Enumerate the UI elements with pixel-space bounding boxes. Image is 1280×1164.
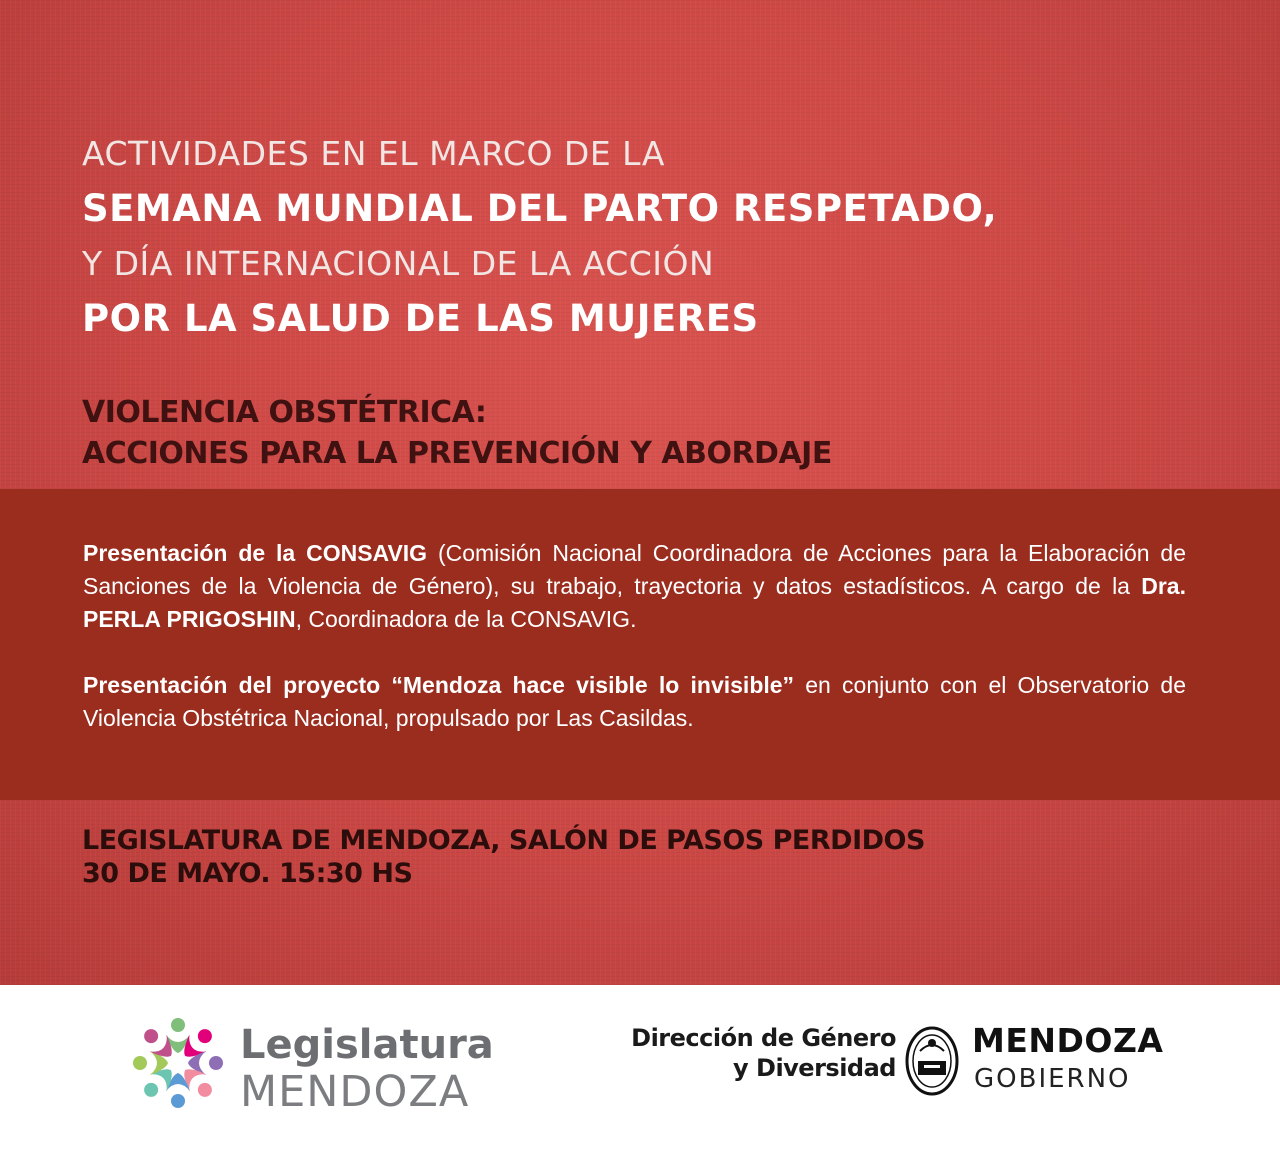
heading-line-3: Y DÍA INTERNACIONAL DE LA ACCIÓN [82,244,715,283]
legislatura-subtitle: MENDOZA [240,1067,470,1117]
venue-datetime: 30 DE MAYO. 15:30 HS [82,858,413,889]
sponsor-footer [0,985,1280,1164]
info-paragraph-project [83,669,1186,735]
event-venue [82,824,1182,890]
project-description: en conjunto con el Observatorio de Violencia Obstétrica Nacional, propulsado por Las Casildas. [83,672,1187,731]
gobierno-logo [631,1021,1180,1131]
info-panel [0,489,1280,800]
project-title: Presentación del proyecto “Mendoza hace visible lo invisible” [83,672,795,698]
gobierno-subtitle: GOBIERNO [974,1064,1131,1094]
legislatura-title: Legislatura [240,1022,494,1068]
subheading-line-1: VIOLENCIA OBSTÉTRICA: [82,395,487,430]
mendoza-title: MENDOZA [972,1021,1164,1060]
direccion-line-2: y Diversidad [733,1054,896,1082]
venue-location: LEGISLATURA DE MENDOZA, SALÓN DE PASOS PERDIDOS [82,825,925,856]
heading-line-4: POR LA SALUD DE LAS MUJERES [82,297,759,340]
heading-line-2: SEMANA MUNDIAL DEL PARTO RESPETADO, [82,187,998,230]
provincial-seal-icon [904,1021,960,1099]
event-subheading [82,392,1182,474]
event-heading [82,128,1212,348]
flower-people-logo-icon [128,1013,228,1113]
direccion-genero-label [631,1023,896,1083]
info-text [83,537,1186,735]
legislatura-logo [128,1013,494,1133]
direccion-line-1: Dirección de Género [631,1024,896,1052]
speaker-name: Dra. PERLA PRIGOSHIN [83,573,1186,632]
info-paragraph-consavig [83,537,1186,636]
subheading-line-2: ACCIONES PARA LA PREVENCIÓN Y ABORDAJE [82,436,832,471]
speaker-role: , Coordinadora de la CONSAVIG. [295,606,637,632]
consavig-description: (Comisión Nacional Coordinadora de Acciones para la Elaboración de Sanciones de la Violencia de Género), su trabajo, trayectoria y datos estadísticos. A cargo de la [83,540,1186,599]
consavig-title: Presentación de la CONSAVIG [83,540,428,566]
heading-line-1: ACTIVIDADES EN EL MARCO DE LA [82,134,665,173]
